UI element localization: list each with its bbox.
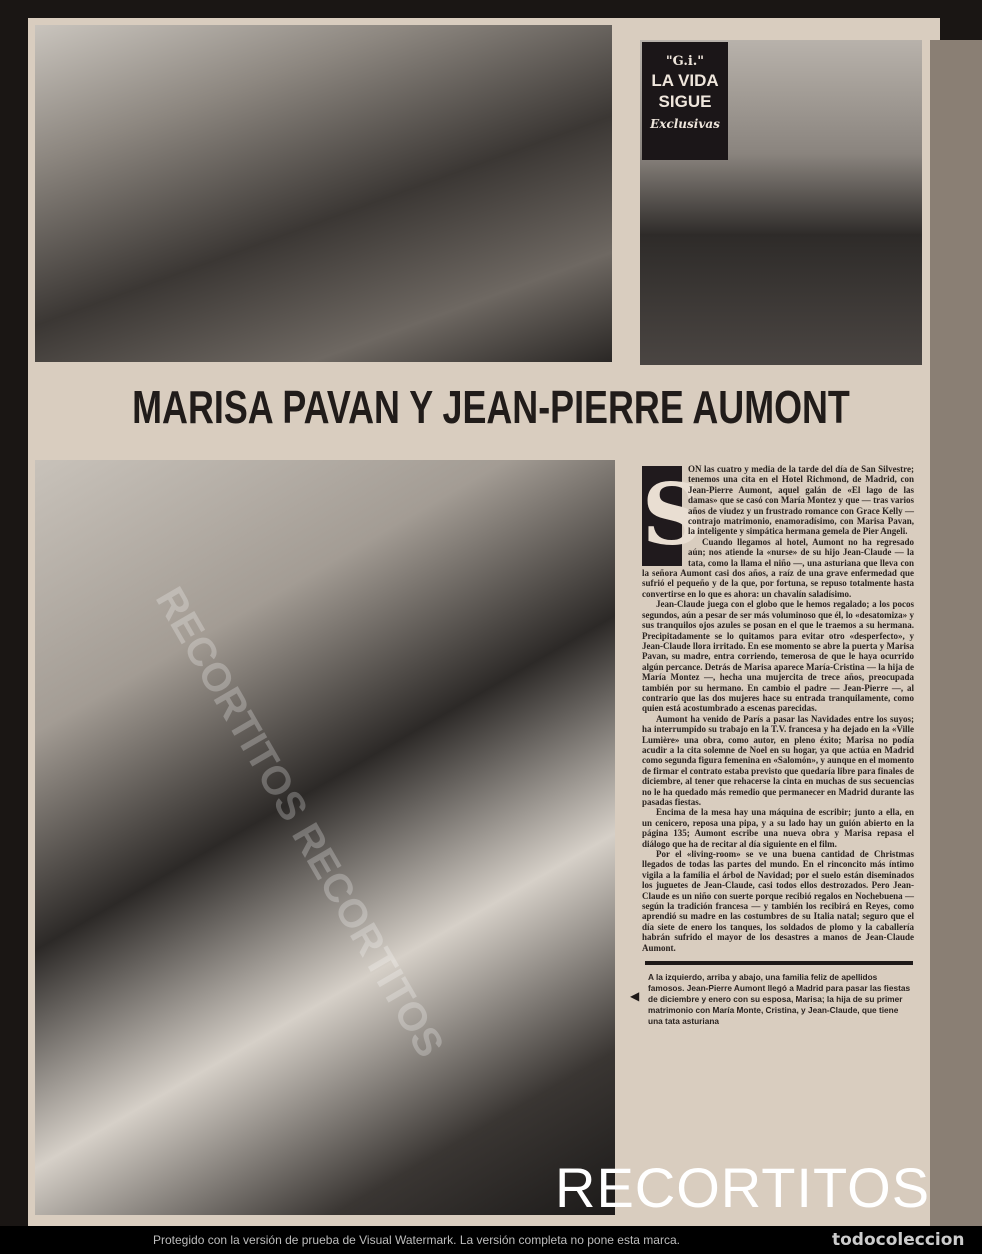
drop-cap: S <box>642 465 703 564</box>
todocoleccion-logo: todocoleccion <box>832 1230 965 1250</box>
arrow-left-icon: ◀ <box>630 989 640 1004</box>
label-exclusivas: Exclusivas <box>650 117 720 131</box>
recortitos-watermark: RECORTITOS <box>555 1156 931 1219</box>
diagonal-watermark: RECORTITOS RECORTITOS <box>146 580 453 1065</box>
label-la-vida: LA VIDA <box>651 71 719 90</box>
section-label <box>642 42 728 160</box>
paragraph: Cuando llegamos al hotel, Aumont no ha regresado aún; nos atiende la «nurse» de su hijo Jean-Claude — la tata, como la llama el niño —, una asturiana que lleva con la señora Aumont casi dos años, a raíz de una grave enfermedad que sufrió el pequeño y de la que, por fortuna, se repuso totalmente hasta convertirse en lo que es ahora: un chavalín saladísimo. <box>642 536 914 599</box>
paragraph: Aumont ha venido de París a pasar las Navidades entre los suyos; ha interrumpido su trabajo en la T.V. francesa y ha dejado en la «Ville Lumière» una obra, como autor, en pleno éxito; Marisa no podía acudir a la cita solemne de Noel en su hogar, ya que actúa en Madrid como segunda figura femenina en «Salomón», y aunque en el momento de firmar el contrato estaba previsto que quedaría libre para finales de diciembre, al tener que rehacerse la cinta en muchas de sus secuencias no le ha quedado más remedio que permanecer en Madrid durante las pasadas fiestas. <box>642 713 914 807</box>
family-photo-main <box>35 460 615 1215</box>
footer-bar <box>0 1226 982 1254</box>
right-column <box>630 464 914 1027</box>
paragraph: Jean-Claude juega con el globo que le hemos regalado; a los pocos segundos, aún a pesar de ser más voluminoso que él, lo «desatomiza» y sus tranquilos ojos azules se posan en el que le traemos a su hermana. Precipitadamente se lo quitamos para evitar otro «desperfecto», y Jean-Claude llora irritado. En ese momento se abre la puerta y Marisa Pavan, su madre, entra corriendo, temerosa de que le haya ocurrido algún percance. Detrás de Marisa aparece María-Cristina — la hija de María Montez —, hecha una mujercita de trece años, preocupada también por su hermano. En cambio el padre — Jean-Pierre —, al contrario que las dos mujeres hace su entrada tranquilamente, como quien está acostumbrado a escenas parecidas. <box>642 599 914 714</box>
protection-notice: Protegido con la versión de prueba de Visual Watermark. La versión completa no pone esta marca. <box>153 1233 680 1247</box>
caption-block <box>630 972 914 1027</box>
family-photo-top <box>35 25 612 362</box>
paragraph: Por el «living-room» se ve una buena cantidad de Christmas llegados de todas las partes del mundo. En el rinconcito más íntimo vigila a la familia el árbol de Navidad; por el suelo están diseminados los juguetes de Jean-Claude, casi todos ellos destrozados. Pero Jean-Claude es un niño con suerte porque recibió regalos en Nochebuena — según la tradición francesa — y también los recibirá en Reyes, como aprendió su madre en las costumbres de su Italia natal; seguro que el día siete de enero los tanques, los soldados de plomo y la caballería habrán sufrido el mayor de los desastres a manos de Jean-Claude Aumont. <box>642 849 914 953</box>
paragraph: Encima de la mesa hay una máquina de escribir; junto a ella, en un cenicero, reposa una pipa, y a su lado hay un guión abierto en la página 135; Aumont escribe una nueva obra y Marisa repasa el diálogo que ha de recitar al día siguiente en el film. <box>642 807 914 849</box>
page-edge <box>930 40 982 1226</box>
divider <box>645 961 913 965</box>
article-body <box>642 464 914 953</box>
photo-caption: A la izquierdo, arriba y abajo, una familia feliz de apellidos famosos. Jean-Pierre Aumont llegó a Madrid para pasar las fiestas de diciembre y enero con su esposa, Marisa; la hija de su primer matrimonio con María Monte, Cristina, y Jean-Claude, que tiene una tata asturiana <box>648 972 911 1027</box>
label-gi: "G.i." <box>665 54 705 69</box>
paragraph: ON las cuatro y media de la tarde del día de San Silvestre; tenemos una cita en el Hotel Richmond, de Madrid, con Jean-Pierre Aumont, aquel galán de «El lago de las damas» que se casó con María Montez y que — tras varios años de viudez y un frustrado romance con Grace Kelly — contrajo matrimonio, enamoradísimo, con Marisa Pavan, la inteligente y simpática hermana gemela de Pier Angeli. <box>688 464 914 537</box>
headline: MARISA PAVAN Y JEAN-PIERRE AUMONT <box>132 381 850 433</box>
label-sigue: SIGUE <box>658 92 712 111</box>
